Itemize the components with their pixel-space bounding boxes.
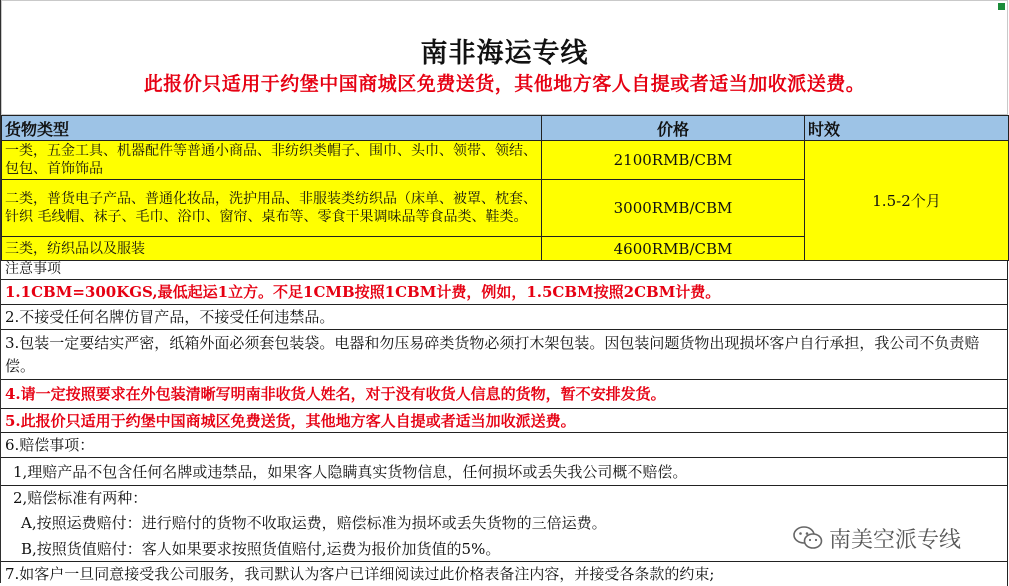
cell-price: 2100RMB/CBM — [542, 141, 805, 180]
note-4: 4.请一定按照要求在外包装清晰写明南非收货人姓名，对于没有收货人信息的货物，暂不安排发货。 — [1, 380, 1008, 409]
header-block — [1, 0, 1008, 115]
cell-type: 二类，普货电子产品、普通化妆品，洗护用品、非服装类纺织品（床单、被罩、枕套、针织 毛线帽、袜子、毛巾、浴巾、窗帘、桌布等、零食干果调味品等食品类、鞋类。 — [2, 180, 542, 237]
cell-type: 三类，纺织品以及服装 — [2, 237, 542, 261]
cell-duration: 1.5-2个月 — [805, 141, 1009, 261]
note-2: 2.不接受任何名牌仿冒产品，不接受任何违禁品。 — [1, 305, 1008, 330]
watermark — [793, 523, 961, 553]
col-header-duration: 时效 — [805, 116, 1009, 141]
note-6-1: 1,理赔产品不包含任何名牌或违禁品，如果客人隐瞒真实货物信息，任何损坏或丢失我公司概不赔偿。 — [1, 458, 1008, 486]
table-row — [2, 141, 1009, 180]
notes-heading: 注意事项 — [1, 260, 1008, 280]
col-header-type: 货物类型 — [2, 116, 542, 141]
wechat-icon — [793, 525, 823, 551]
note-3: 3.包装一定要结实严密，纸箱外面必须套包装袋。电器和勿压易碎类货物必须打木架包装。因包装问题货物出现损坏客户自行承担，我公司不负责赔偿。 — [1, 330, 1008, 380]
page-subtitle: 此报价只适用于约堡中国商城区免费送货，其他地方客人自提或者适当加收派送费。 — [143, 73, 866, 95]
price-table — [1, 115, 1009, 261]
note-5: 5.此报价只适用于约堡中国商城区免费送货，其他地方客人自提或者适当加收派送费。 — [1, 409, 1008, 433]
corner-marker — [998, 3, 1005, 10]
cell-price: 4600RMB/CBM — [542, 237, 805, 261]
note-7: 7.如客户一旦同意接受我公司服务，我司默认为客户已详细阅读过此价格表备注内容，并接受各条款的约束; — [1, 562, 1008, 586]
col-header-price: 价格 — [542, 116, 805, 141]
note-6-2-a: A,按照运费赔付：进行赔付的货物不收取运费，赔偿标准为损坏或丢失货物的三倍运费。 — [1, 510, 1008, 536]
watermark-text: 南美空派专线 — [829, 527, 962, 553]
table-header-row — [2, 116, 1009, 141]
note-6: 6.赔偿事项： — [1, 433, 1008, 458]
note-6-2: 2,赔偿标准有两种： — [1, 486, 1008, 510]
cell-price: 3000RMB/CBM — [542, 180, 805, 237]
note-1: 1.1CBM=300KGS,最低起运1立方。不足1CMB按照1CBM计费，例如，1.5CBM按照2CBM计费。 — [1, 280, 1008, 305]
page-title: 南非海运专线 — [420, 38, 589, 69]
note-6-2-b: B,按照货值赔付：客人如果要求按照货值赔付,运费为报价加货值的5%。 — [1, 536, 1008, 562]
cell-type: 一类，五金工具、机器配件等普通小商品、非纺织类帽子、围巾、头巾、领带、领结、包包、首饰饰品 — [2, 141, 542, 180]
